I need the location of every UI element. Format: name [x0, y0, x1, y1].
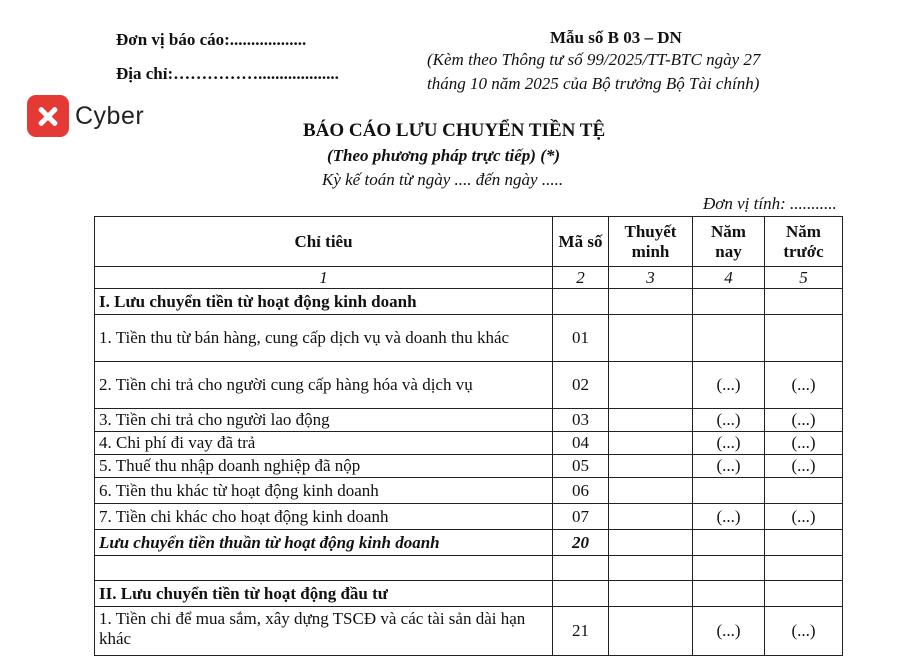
currency-unit: Đơn vị tính: ...........	[703, 194, 837, 213]
row-last-year: (...)	[765, 409, 843, 432]
row-label: 5. Thuế thu nhập doanh nghiệp đã nộp	[95, 455, 553, 478]
address-label: Địa chỉ:……………...................	[116, 64, 339, 83]
table-row	[95, 478, 843, 504]
row-label: 6. Tiền thu khác từ hoạt động kinh doanh	[95, 478, 553, 504]
section-title: II. Lưu chuyển tiền từ hoạt động đầu tư	[95, 581, 553, 607]
reporting-unit-label: Đơn vị báo cáo:..................	[116, 30, 307, 49]
form-number: Mẫu số B 03 – DN	[550, 28, 682, 47]
row-note	[609, 432, 693, 455]
column-number-row	[95, 267, 843, 289]
table-row	[95, 432, 843, 455]
col-header-note: Thuyết minh	[609, 217, 693, 267]
row-code: 05	[553, 455, 609, 478]
table-header-row	[95, 217, 843, 267]
col-header-last-year: Năm trước	[765, 217, 843, 267]
row-last-year: (...)	[765, 432, 843, 455]
row-this-year: (...)	[693, 504, 765, 530]
col-number: 3	[609, 267, 693, 289]
row-label: 3. Tiền chi trả cho người lao động	[95, 409, 553, 432]
cyber-logo-text: Cyber	[75, 101, 145, 130]
net-row-label: Lưu chuyển tiền thuần từ hoạt động kinh doanh	[95, 530, 553, 556]
row-last-year: (...)	[765, 504, 843, 530]
row-code: 04	[553, 432, 609, 455]
section-row	[95, 581, 843, 607]
table-row	[95, 455, 843, 478]
row-this-year: (...)	[693, 362, 765, 409]
row-label: 7. Tiền chi khác cho hoạt động kinh doanh	[95, 504, 553, 530]
section-row	[95, 289, 843, 315]
row-note	[609, 478, 693, 504]
cash-flow-table	[94, 216, 843, 656]
circular-line-2: tháng 10 năm 2025 của Bộ trưởng Bộ Tài chính)	[427, 74, 760, 93]
row-code: 02	[553, 362, 609, 409]
cyber-logo-icon	[27, 95, 69, 137]
row-note	[609, 504, 693, 530]
row-this-year: (...)	[693, 607, 765, 656]
row-note	[609, 455, 693, 478]
col-number: 1	[95, 267, 553, 289]
section-title: I. Lưu chuyển tiền từ hoạt động kinh doanh	[95, 289, 553, 315]
col-header-item: Chỉ tiêu	[95, 217, 553, 267]
table-row	[95, 504, 843, 530]
col-header-code: Mã số	[553, 217, 609, 267]
row-note	[609, 315, 693, 362]
row-code: 03	[553, 409, 609, 432]
row-code: 01	[553, 315, 609, 362]
row-label: 1. Tiền thu từ bán hàng, cung cấp dịch vụ và doanh thu khác	[95, 315, 553, 362]
table-row	[95, 362, 843, 409]
accounting-period: Kỳ kế toán từ ngày .... đến ngày .....	[322, 170, 564, 189]
col-number: 2	[553, 267, 609, 289]
row-last-year	[765, 478, 843, 504]
table-row	[95, 607, 843, 656]
row-last-year: (...)	[765, 607, 843, 656]
report-title: BÁO CÁO LƯU CHUYỂN TIỀN TỆ	[303, 120, 606, 141]
col-header-this-year: Năm nay	[693, 217, 765, 267]
row-this-year	[693, 478, 765, 504]
row-code: 07	[553, 504, 609, 530]
row-this-year: (...)	[693, 432, 765, 455]
row-last-year: (...)	[765, 455, 843, 478]
net-row-code: 20	[553, 530, 609, 556]
row-this-year: (...)	[693, 409, 765, 432]
row-label: 1. Tiền chi để mua sắm, xây dựng TSCĐ và các tài sản dài hạn khác	[95, 607, 553, 656]
col-number: 4	[693, 267, 765, 289]
row-this-year: (...)	[693, 455, 765, 478]
row-code: 06	[553, 478, 609, 504]
row-last-year: (...)	[765, 362, 843, 409]
report-subtitle: (Theo phương pháp trực tiếp) (*)	[327, 146, 561, 165]
table-row	[95, 315, 843, 362]
row-this-year	[693, 315, 765, 362]
blank-row	[95, 556, 843, 581]
cyber-logo	[27, 96, 144, 136]
circular-line-1: (Kèm theo Thông tư số 99/2025/TT-BTC ngày 27	[427, 50, 761, 69]
row-last-year	[765, 315, 843, 362]
net-cash-flow-row	[95, 530, 843, 556]
row-note	[609, 362, 693, 409]
row-label: 2. Tiền chi trả cho người cung cấp hàng hóa và dịch vụ	[95, 362, 553, 409]
row-note	[609, 409, 693, 432]
row-label: 4. Chi phí đi vay đã trả	[95, 432, 553, 455]
table-row	[95, 409, 843, 432]
col-number: 5	[765, 267, 843, 289]
row-code: 21	[553, 607, 609, 656]
